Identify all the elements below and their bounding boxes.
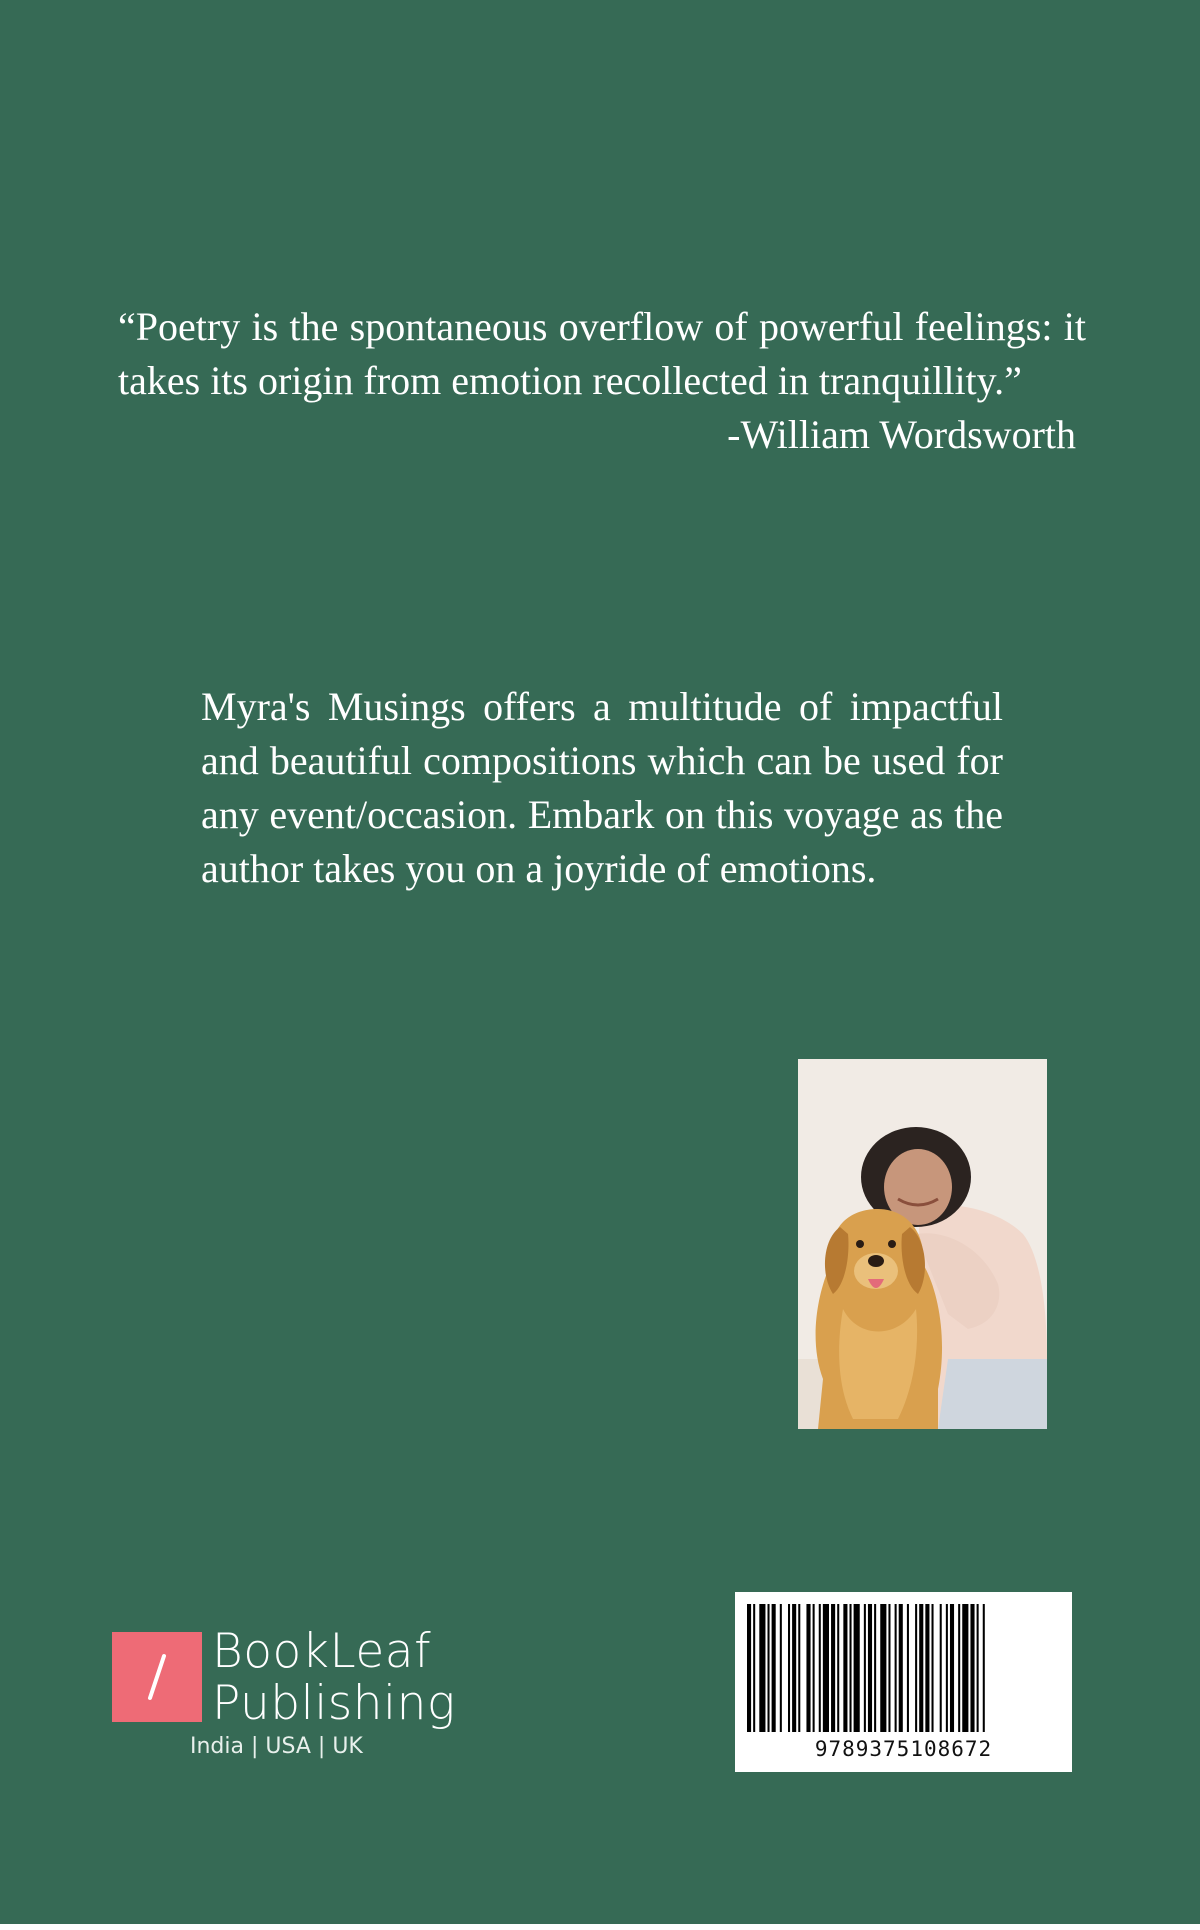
barcode-bar	[759, 1604, 765, 1732]
barcode-bars	[747, 1604, 1060, 1732]
publisher-regions: India | USA | UK	[190, 1734, 363, 1759]
barcode-bar	[753, 1604, 755, 1732]
epigraph	[118, 300, 1086, 462]
barcode-bar	[850, 1604, 852, 1732]
barcode-bar	[915, 1604, 917, 1732]
publisher-logo	[112, 1624, 456, 1776]
barcode-bar	[983, 1604, 985, 1732]
barcode-bar	[813, 1604, 815, 1732]
barcode-bar	[747, 1604, 751, 1732]
barcode-bar	[854, 1604, 860, 1732]
barcode-bar	[940, 1604, 942, 1732]
barcode-bar	[950, 1604, 954, 1732]
barcode-bar	[831, 1604, 835, 1732]
barcode-bar	[919, 1604, 923, 1732]
barcode-bar	[780, 1604, 782, 1732]
barcode-bar	[792, 1604, 796, 1732]
page-bottom-edge	[0, 1924, 1200, 1930]
barcode-bar	[899, 1604, 903, 1732]
barcode-bar	[788, 1604, 790, 1732]
epigraph-quote: “Poetry is the spontaneous overflow of powerful feelings: it takes its origin from emotion recollected in tranquillity.”	[118, 304, 1086, 403]
publisher-slash-icon	[112, 1632, 202, 1722]
book-blurb: Myra's Musings offers a multitude of impactful and beautiful compositions which can be used for any event/occasion. Embark on this voyage as the author takes you on a joyride of emotions.	[201, 684, 1003, 891]
barcode-bar	[946, 1604, 948, 1732]
barcode-bar	[806, 1604, 810, 1732]
barcode-bar	[977, 1604, 979, 1732]
barcode-bar	[970, 1604, 974, 1732]
barcode-bar	[888, 1604, 890, 1732]
isbn-number: 9789375108672	[814, 1737, 993, 1761]
publisher-name-line2: Publishing	[212, 1676, 456, 1731]
barcode-bar	[962, 1604, 968, 1732]
barcode-bar	[843, 1604, 847, 1732]
barcode-bar	[823, 1604, 829, 1732]
barcode-bar	[907, 1604, 909, 1732]
barcode-bar	[772, 1604, 776, 1732]
barcode-bar	[768, 1604, 770, 1732]
publisher-name-line1: BookLeaf	[212, 1624, 432, 1679]
barcode-bar	[932, 1604, 934, 1732]
barcode-bar	[864, 1604, 866, 1732]
barcode-bar	[868, 1604, 872, 1732]
author-photo	[798, 1059, 1047, 1429]
barcode-bar	[895, 1604, 897, 1732]
barcode-bar	[958, 1604, 960, 1732]
publisher-name	[212, 1626, 456, 1730]
barcode-bar	[880, 1604, 886, 1732]
author-with-dog-illustration	[798, 1059, 1047, 1429]
barcode-bar	[798, 1604, 800, 1732]
isbn-barcode	[735, 1592, 1072, 1772]
barcode-bar	[874, 1604, 876, 1732]
barcode-bar	[819, 1604, 821, 1732]
barcode-bar	[925, 1604, 929, 1732]
barcode-bar	[837, 1604, 839, 1732]
epigraph-attribution: -William Wordsworth	[727, 412, 1076, 457]
